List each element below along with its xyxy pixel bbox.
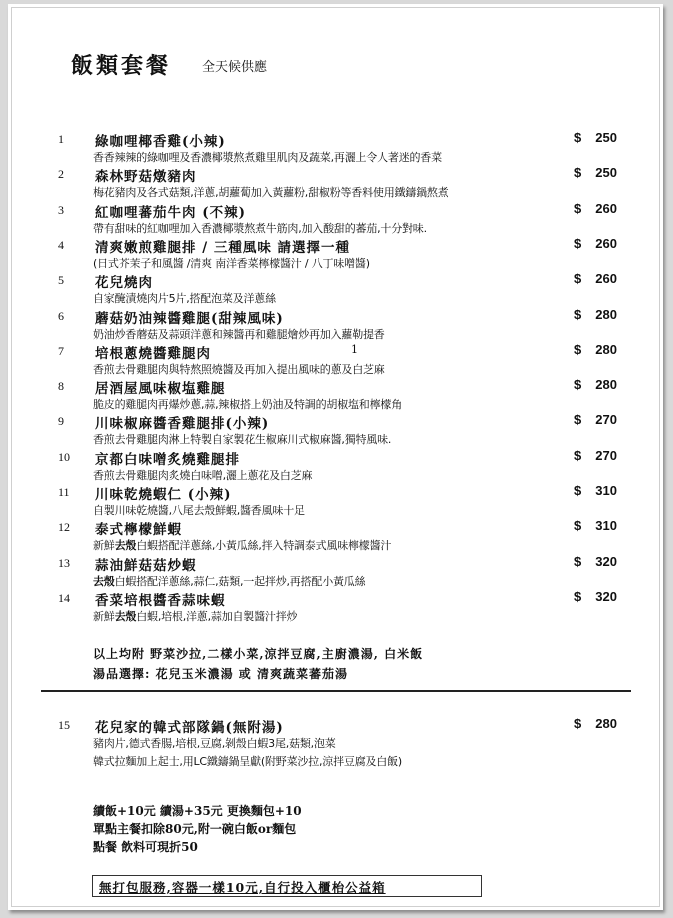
desc-emphasis: 去殼 bbox=[114, 539, 137, 553]
item-number: 11 bbox=[58, 485, 70, 499]
item-name: 京都白味噌炙燒雞腿排 bbox=[95, 451, 240, 468]
item-description: 脆皮的雞腿肉再爆炒蔥,蒜,辣椒搭上奶油及特調的胡椒塩和檸檬角 bbox=[93, 398, 402, 412]
included-note: 以上均附 野菜沙拉,二樣小菜,涼拌豆腐,主廚濃湯, 白米飯 bbox=[93, 647, 424, 661]
item-price: $ 320 bbox=[574, 553, 617, 569]
page-title: 飯類套餐 bbox=[71, 53, 172, 79]
soup-choice-note: 湯品選擇: 花兒玉米濃湯 或 清爽蔬菜蕃茄湯 bbox=[93, 667, 348, 681]
item-price: $ 260 bbox=[574, 200, 617, 216]
menu-item bbox=[8, 554, 663, 588]
item-number: 9 bbox=[58, 414, 64, 429]
item-number: 1 bbox=[58, 132, 64, 146]
menu-item bbox=[8, 236, 663, 270]
item-description: (日式芥茉子和風醬 /清爽 南洋香菜檸檬醬汁 / 八丁味噌醬) bbox=[93, 256, 370, 270]
item-name: 川味椒麻醬香雞腿排(小辣) bbox=[95, 416, 270, 433]
stray-mark: 1 bbox=[351, 343, 358, 356]
item-name: 綠咖哩椰香雞(小辣) bbox=[95, 134, 226, 150]
item-number: 12 bbox=[58, 520, 70, 535]
item-number: 15 bbox=[58, 718, 70, 732]
item-number: 5 bbox=[58, 273, 64, 288]
menu-item bbox=[8, 377, 663, 411]
item-description: 新鮮去殼白蝦,培根,洋蔥,蒜加自製醬汁拌炒 bbox=[93, 609, 298, 623]
menu-item bbox=[8, 483, 663, 517]
ala-carte-note: 單點主餐扣除80元,附一碗白飯or麵包 bbox=[93, 822, 297, 836]
item-price: $ 250 bbox=[574, 165, 617, 181]
item-name: 花兒燒肉 bbox=[95, 275, 153, 292]
item-price: $ 280 bbox=[574, 377, 617, 393]
item-name: 居酒屋風味椒塩雞腿 bbox=[95, 381, 226, 398]
item-price: $ 280 bbox=[574, 341, 617, 357]
item-description: 帶有甜味的紅咖哩加入香濃椰漿熬煮牛筋肉,加入酸甜的蕃茄,十分對味. bbox=[93, 221, 427, 235]
takeaway-notice-box bbox=[92, 875, 482, 897]
menu-item bbox=[8, 307, 663, 341]
item-number: 13 bbox=[58, 555, 70, 570]
item-price: $ 270 bbox=[574, 447, 617, 463]
item-number: 4 bbox=[58, 237, 64, 252]
item-description: 自家醃漬燒肉片5片,搭配泡菜及洋蔥絲 bbox=[93, 292, 276, 306]
menu-item bbox=[8, 271, 663, 305]
item-price: $ 310 bbox=[574, 518, 617, 534]
item-name: 泰式檸檬鮮蝦 bbox=[95, 522, 182, 539]
item-description: 香香辣辣的綠咖哩及香濃椰漿熬煮雞里肌肉及蔬菜,再灑上令人著迷的香菜 bbox=[93, 151, 442, 164]
section-divider bbox=[41, 690, 631, 692]
menu-page bbox=[8, 4, 663, 910]
item-name: 森林野菇燉豬肉 bbox=[95, 169, 197, 186]
item-price: $ 270 bbox=[574, 412, 617, 428]
menu-item bbox=[8, 342, 663, 376]
item-description: 香煎去骨雞腿肉淋上特製自家製花生椒麻川式椒麻醬,獨特風味. bbox=[93, 433, 392, 447]
item-description: 去殼白蝦搭配洋蔥絲,蒜仁,菇類,一起拌炒,再搭配小黃瓜絲 bbox=[93, 574, 366, 588]
item-name: 川味乾燒蝦仁 (小辣) bbox=[95, 487, 232, 503]
item-number: 10 bbox=[58, 449, 70, 464]
item-number: 14 bbox=[58, 590, 70, 605]
item-number: 6 bbox=[58, 308, 64, 323]
menu-item bbox=[8, 518, 663, 552]
item-description: 自製川味乾燒醬,八尾去殼鮮蝦,醬香風味十足 bbox=[93, 504, 305, 517]
item-number: 3 bbox=[58, 202, 64, 217]
menu-item bbox=[8, 165, 663, 199]
item-price: $ 260 bbox=[574, 271, 617, 287]
item-name: 蘑菇奶油辣醬雞腿(甜辣風味) bbox=[95, 310, 284, 327]
desc-emphasis: 去殼 bbox=[93, 574, 115, 588]
menu-item bbox=[8, 716, 663, 768]
menu-item bbox=[8, 412, 663, 446]
takeaway-notice: 無打包服務,容器一樣10元,自行投入櫃枱公益箱 bbox=[99, 880, 386, 895]
item-name: 花兒家的韓式部隊鍋(無附湯) bbox=[95, 720, 284, 736]
desc-emphasis: 去殼 bbox=[114, 609, 137, 623]
item-description: 新鮮去殼白蝦搭配洋蔥絲,小黃瓜絲,拌入特調泰式風味檸檬醬汁 bbox=[93, 539, 392, 553]
item-number: 2 bbox=[58, 167, 64, 182]
menu-item bbox=[8, 448, 663, 482]
menu-item bbox=[8, 589, 663, 623]
item-description: 梅花豬肉及各式菇類,洋蔥,胡蘿蔔加入黃蘿粉,甜椒粉等香料使用鐵鑄鍋熬煮 bbox=[93, 186, 449, 200]
page-subtitle: 全天候供應 bbox=[202, 60, 268, 75]
item-description: 豬肉片,德式香腸,培根,豆腐,剝殼白蝦3尾,菇類,泡菜 bbox=[93, 737, 336, 750]
item-name: 培根蔥燒醬雞腿肉 bbox=[95, 345, 211, 362]
item-name: 蒜油鮮菇菇炒蝦 bbox=[95, 557, 197, 574]
menu-item bbox=[8, 201, 663, 235]
item-name: 紅咖哩蕃茄牛肉 (不辣) bbox=[95, 204, 246, 221]
drink-discount-note: 點餐 飲料可現折50 bbox=[93, 840, 198, 854]
item-price: $ 260 bbox=[574, 235, 617, 251]
item-number: 7 bbox=[58, 343, 64, 358]
item-name: 香菜培根醬香蒜味蝦 bbox=[95, 592, 226, 609]
refill-prices: 續飯+10元 續湯+35元 更換麵包+10 bbox=[93, 804, 302, 818]
item-description-2: 韓式拉麵加上起士,用LC鐵鑄鍋呈獻(附野菜沙拉,涼拌豆腐及白飯) bbox=[93, 755, 402, 768]
item-price: $ 310 bbox=[574, 483, 617, 498]
item-price: $ 320 bbox=[574, 588, 617, 604]
item-description: 香煎去骨雞腿肉與特熬照燒醬及再加入提出風味的蔥及白芝麻 bbox=[93, 362, 385, 376]
item-description: 奶油炒香蘑菇及蒜頭洋蔥和辣醬再和雞腿燴炒再加入蘿勒提香 bbox=[93, 327, 385, 341]
menu-item bbox=[8, 130, 663, 164]
item-name: 清爽嫩煎雞腿排 / 三種風味 請選擇一種 bbox=[95, 239, 351, 256]
item-number: 8 bbox=[58, 379, 64, 394]
item-price: $ 280 bbox=[574, 716, 617, 731]
item-description: 香煎去骨雞腿肉炙燒白味噌,灑上蔥花及白芝麻 bbox=[93, 468, 313, 482]
item-price: $ 250 bbox=[574, 130, 617, 145]
item-price: $ 280 bbox=[574, 306, 617, 322]
